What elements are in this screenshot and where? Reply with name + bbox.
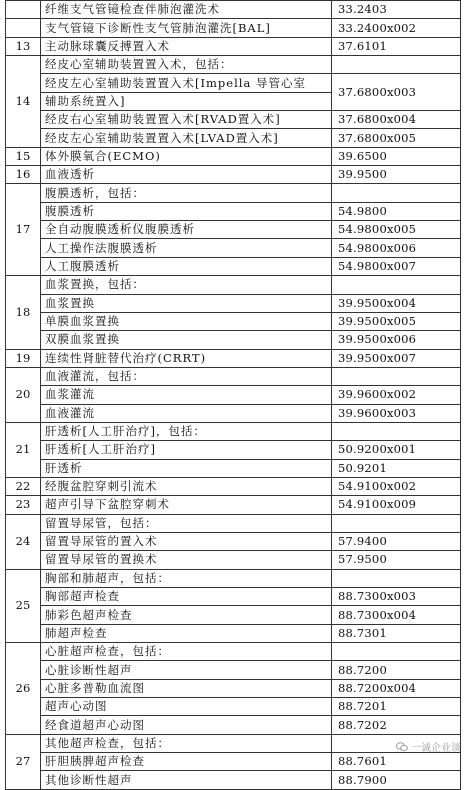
procedure-code: 33.2400x002 [332,19,461,37]
row-number: 26 [6,643,41,735]
procedure-code: 39.6500 [332,147,461,165]
row-number: 23 [6,496,41,514]
procedure-code: 88.7601 [332,753,461,771]
procedure-code: 50.9200x001 [332,441,461,459]
table-row [6,349,461,367]
table-row [6,367,461,385]
table-row [6,624,461,642]
row-number: 13 [6,37,41,55]
procedure-name: 留置导尿管的置入术 [41,532,332,550]
table-row [6,221,461,239]
procedure-name: 血浆灌流 [41,386,332,404]
table-row [6,569,461,587]
row-number: 15 [6,147,41,165]
table-row [6,312,461,330]
row-number: 25 [6,569,41,642]
table-row [6,588,461,606]
procedure-code: 54.9800x007 [332,257,461,275]
procedure-code [332,643,461,661]
procedure-code: 88.7300x003 [332,588,461,606]
table-row [6,111,461,129]
table-row [6,716,461,734]
table-row [6,514,461,532]
procedure-name: 人工腹膜透析 [41,257,332,275]
procedure-code: 37.6800x003 [332,74,461,111]
procedure-name: 肝胆胰脾超声检查 [41,753,332,771]
procedure-name: 胸部超声检查 [41,588,332,606]
row-number: 27 [6,734,41,789]
procedure-code-table [5,0,461,790]
table-row [6,441,461,459]
row-number: 20 [6,367,41,422]
table-body [6,1,461,790]
table-row [6,294,461,312]
procedure-name: 连续性肾脏替代治疗(CRRT) [41,349,332,367]
procedure-name: 经腹盆腔穿刺引流术 [41,477,332,495]
table-row [6,771,461,789]
procedure-code: 88.7200x004 [332,679,461,697]
procedure-code: 88.7201 [332,698,461,716]
watermark [396,739,461,754]
procedure-name: 心脏诊断性超声 [41,661,332,679]
table-row [6,734,461,752]
table-row [6,532,461,550]
row-number: 16 [6,166,41,184]
table-row [6,276,461,294]
procedure-name: 双膜血浆置换 [41,331,332,349]
table-row [6,404,461,422]
procedure-code: 57.9400 [332,532,461,550]
table-row [6,679,461,697]
procedure-code: 88.7202 [332,716,461,734]
table-row [6,698,461,716]
row-number [6,1,41,19]
table-row [6,202,461,220]
procedure-code: 54.9800x006 [332,239,461,257]
procedure-code: 33.2403 [332,1,461,19]
table-row [6,606,461,624]
procedure-code: 39.9500x004 [332,294,461,312]
procedure-code: 39.9500x006 [332,331,461,349]
procedure-name: 腹膜透析，包括： [41,184,332,202]
table-row [6,56,461,74]
table-row [6,459,461,477]
procedure-name: 心脏多普勒血流图 [41,679,332,697]
procedure-code: 37.6800x004 [332,111,461,129]
procedure-code: 57.9500 [332,551,461,569]
table-row [6,422,461,440]
procedure-name: 经皮右心室辅助装置置入术[RVAD置入术] [41,111,332,129]
procedure-name: 留置导尿管的置换术 [41,551,332,569]
procedure-name: 心脏超声检查，包括： [41,643,332,661]
procedure-name: 支气管镜下诊断性支气管肺泡灌洗[BAL] [41,19,332,37]
procedure-name: 肺超声检查 [41,624,332,642]
procedure-name: 血液透析 [41,166,332,184]
procedure-code: 39.9600x003 [332,404,461,422]
procedure-name: 超声引导下盆腔穿刺术 [41,496,332,514]
procedure-code: 37.6101 [332,37,461,55]
procedure-code: 39.9500 [332,166,461,184]
table-row [6,331,461,349]
procedure-code: 54.9800x005 [332,221,461,239]
table-row [6,753,461,771]
table-row [6,129,461,147]
wechat-icon [396,742,408,752]
procedure-name: 血液灌流，包括： [41,367,332,385]
procedure-name: 经皮心室辅助装置置入术，包括： [41,56,332,74]
procedure-name: 主动脉球囊反搏置入术 [41,37,332,55]
watermark-text: 一诚企业谈 [411,743,461,754]
table-row [6,166,461,184]
procedure-name: 经皮左心室辅助装置置入术[Impella 导管心室 [41,74,332,92]
row-number: 14 [6,56,41,148]
procedure-name: 留置导尿管，包括： [41,514,332,532]
procedure-name: 经食道超声心动图 [41,716,332,734]
procedure-name: 血浆置换，包括： [41,276,332,294]
table-row [6,184,461,202]
procedure-code: 50.9201 [332,459,461,477]
procedure-code: 54.9100x009 [332,496,461,514]
procedure-code: 88.7900 [332,771,461,789]
procedure-code: 88.7301 [332,624,461,642]
procedure-name: 肺彩色超声检查 [41,606,332,624]
procedure-code: 54.9100x002 [332,477,461,495]
table-row [6,661,461,679]
procedure-code: 88.7300x004 [332,606,461,624]
table-row [6,257,461,275]
procedure-name: 单膜血浆置换 [41,312,332,330]
procedure-name: 胸部和肺超声，包括： [41,569,332,587]
procedure-code: 39.9500x007 [332,349,461,367]
procedure-name: 辅助系统置入] [41,92,332,110]
procedure-name: 血浆置换 [41,294,332,312]
procedure-code: 54.9800 [332,202,461,220]
table-row [6,1,461,19]
table-row [6,477,461,495]
procedure-code [332,514,461,532]
table-row [6,643,461,661]
procedure-name: 体外膜氧合(ECMO) [41,147,332,165]
procedure-name: 腹膜透析 [41,202,332,220]
procedure-name: 超声心动图 [41,698,332,716]
row-number: 17 [6,184,41,276]
procedure-code [332,184,461,202]
procedure-code [332,56,461,74]
procedure-code: 37.6800x005 [332,129,461,147]
procedure-name: 肝透析 [41,459,332,477]
procedure-code: 39.9500x005 [332,312,461,330]
procedure-name: 人工操作法腹膜透析 [41,239,332,257]
procedure-code: 88.7200 [332,661,461,679]
row-number [6,19,41,37]
procedure-name: 肝透析[人工肝治疗]，包括： [41,422,332,440]
row-number: 19 [6,349,41,367]
procedure-name: 肝透析[人工肝治疗] [41,441,332,459]
procedure-code: 39.9600x002 [332,386,461,404]
table-row [6,386,461,404]
procedure-name: 其他超声检查，包括： [41,734,332,752]
row-number: 22 [6,477,41,495]
procedure-name: 血液灌流 [41,404,332,422]
procedure-name: 纤维支气管镜检查伴肺泡灌洗术 [41,1,332,19]
table-row [6,19,461,37]
row-number: 24 [6,514,41,569]
procedure-name: 全自动腹膜透析仪腹膜透析 [41,221,332,239]
row-number: 21 [6,422,41,477]
table-row [6,551,461,569]
table-row [6,496,461,514]
table-row [6,37,461,55]
row-number: 18 [6,276,41,349]
table-row [6,147,461,165]
procedure-name: 其他诊断性超声 [41,771,332,789]
procedure-code [332,569,461,587]
table-row [6,74,461,92]
procedure-name: 经皮左心室辅助装置置入术[LVAD置入术] [41,129,332,147]
table-row [6,239,461,257]
procedure-code [332,422,461,440]
procedure-code [332,276,461,294]
procedure-code [332,367,461,385]
